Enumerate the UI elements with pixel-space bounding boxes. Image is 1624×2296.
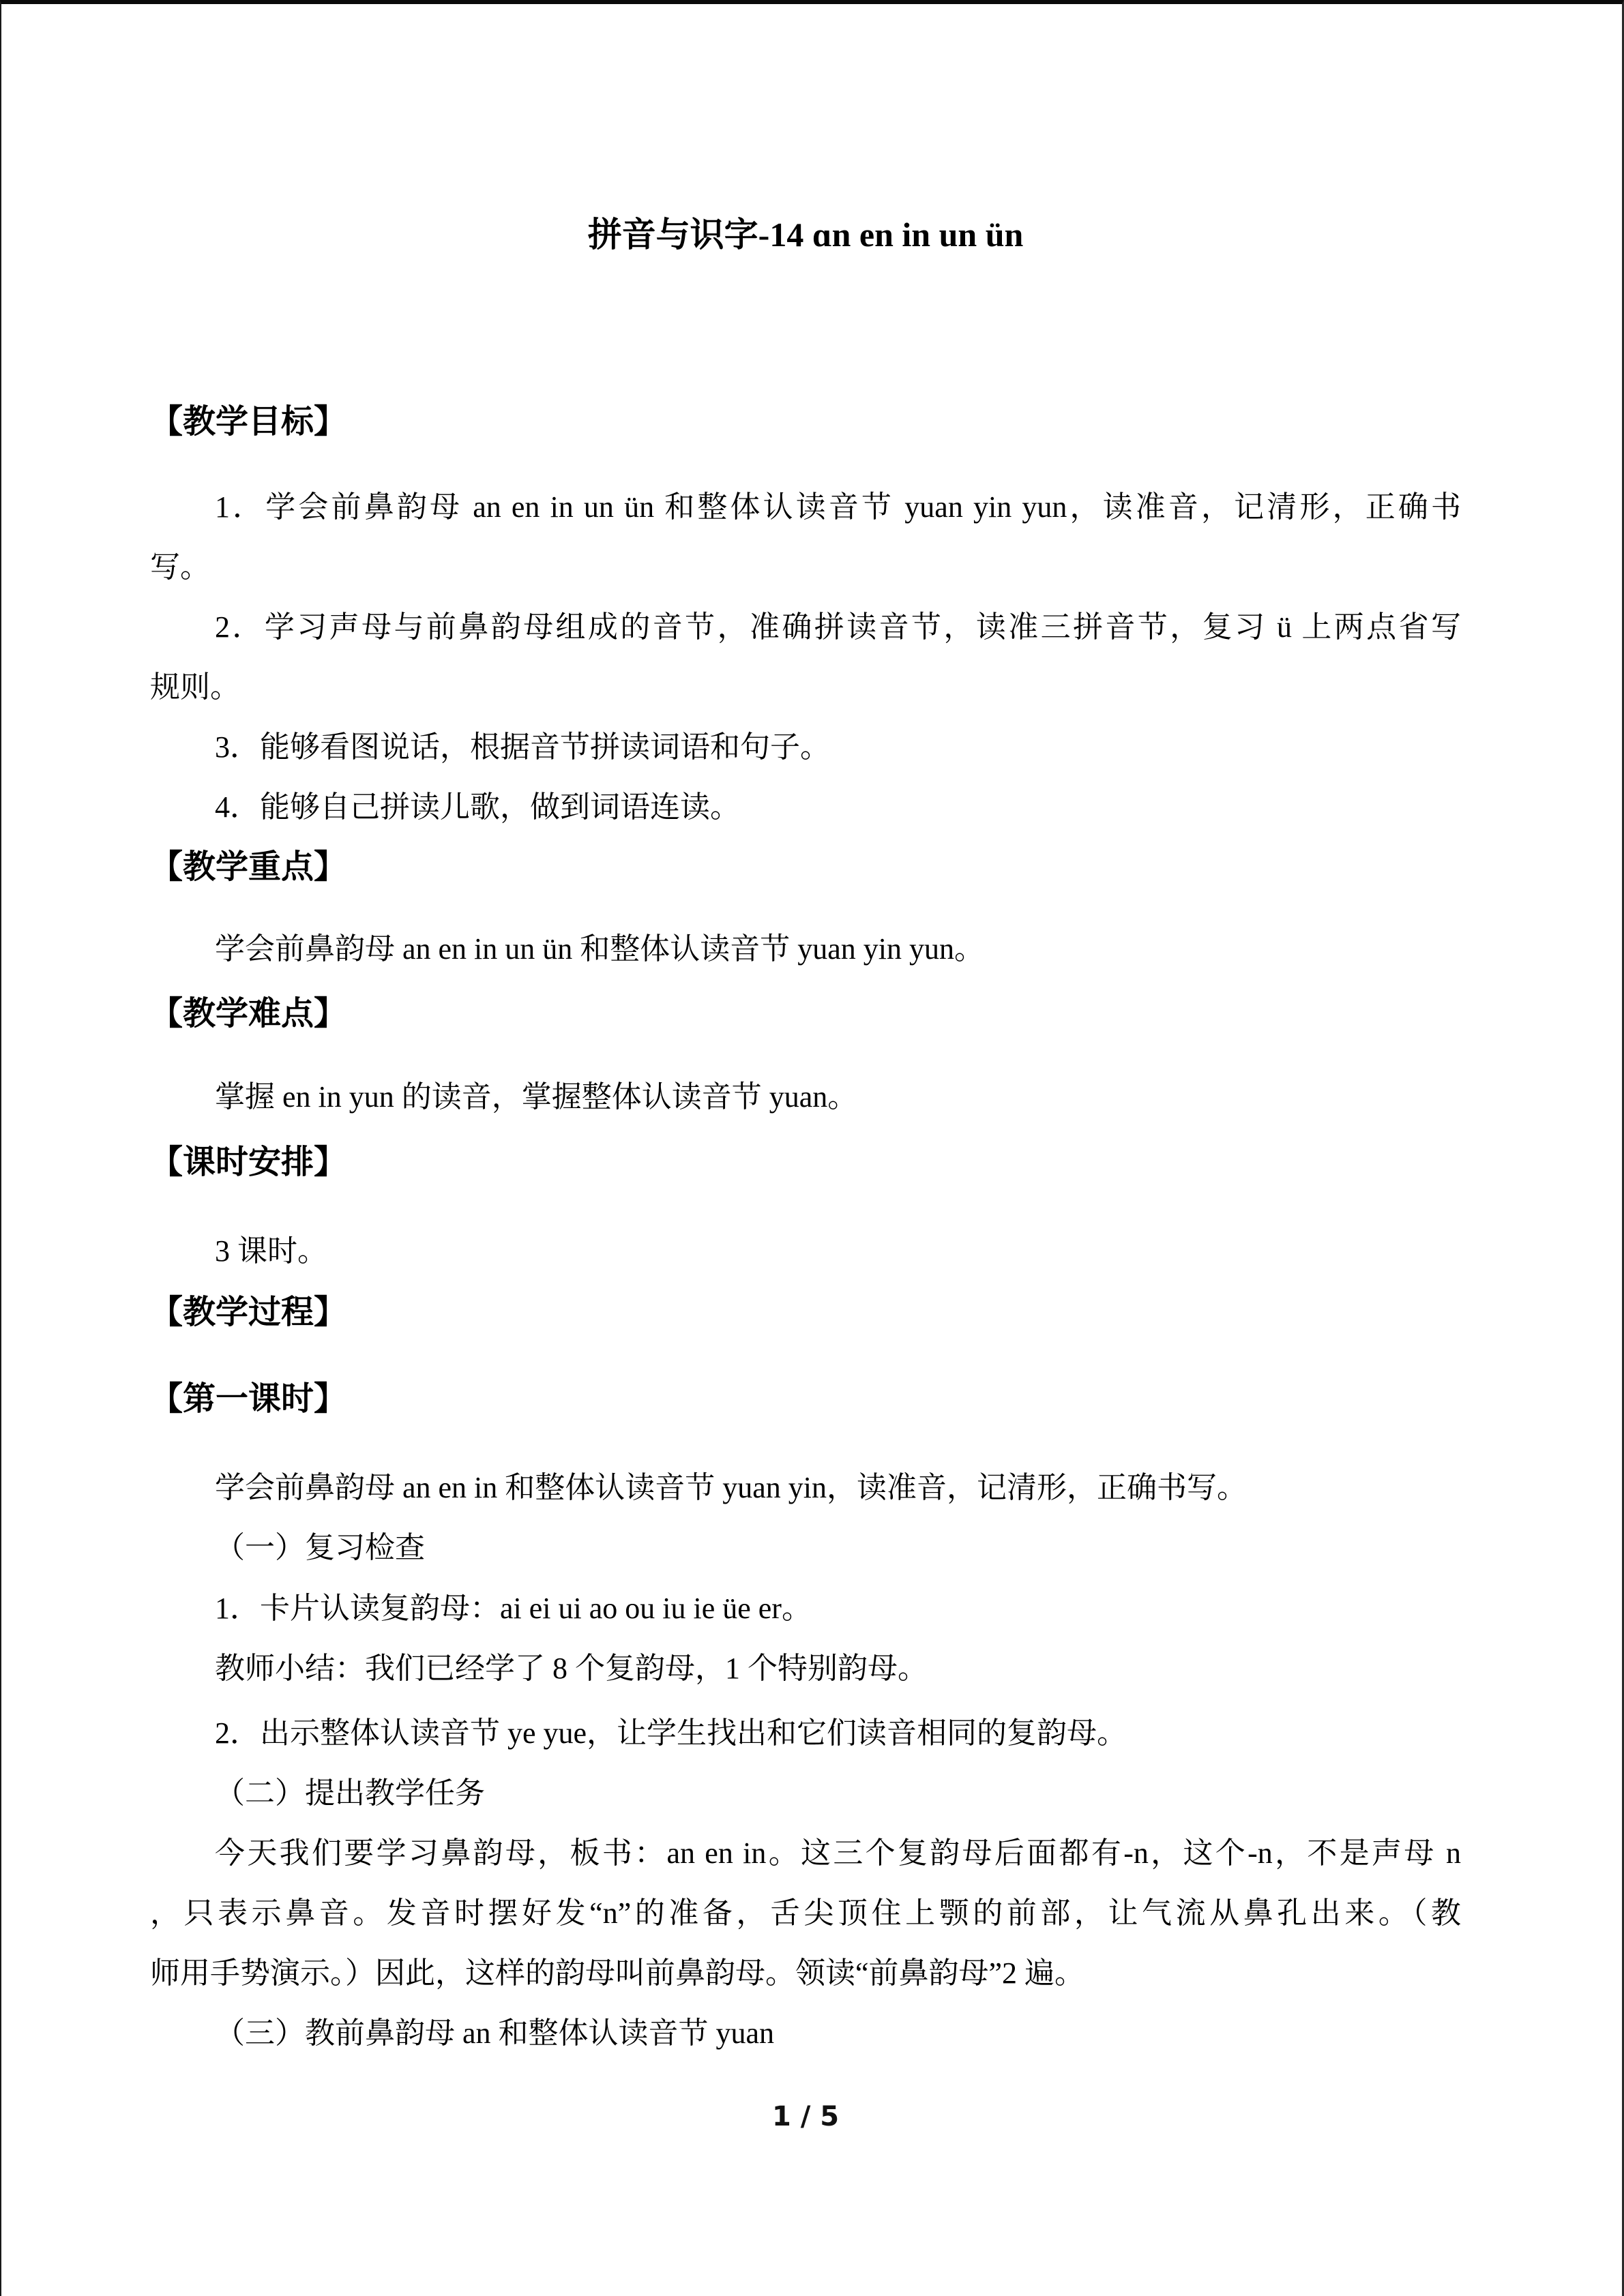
- document-content: [1, 205, 1622, 2133]
- objectives-item-3: 3．能够看图说话，根据音节拼读词语和句子。: [215, 730, 830, 764]
- step-1-review-heading: （一）复习检查: [215, 1531, 425, 1564]
- difficulties-text: 掌握 en in yun 的读音，掌握整体认读音节 yuan。: [215, 1080, 858, 1114]
- review-item-1: 1．卡片认读复韵母：ai ei ui ao ou iu ie üe er。: [215, 1592, 812, 1625]
- task-paragraph-line-2: ，只表示鼻音。发音时摆好发“n”的准备，舌尖顶住上颚的前部，让气流从鼻孔出来。（教: [150, 1896, 1461, 1930]
- objectives-item-1-line-1: 1．学会前鼻韵母 an en in un ün 和整体认读音节 yuan yin yun，读准音，记清形，正确书: [215, 490, 1461, 524]
- task-paragraph-line-3: 师用手势演示。）因此，这样的韵母叫前鼻韵母。领读“前鼻韵母”2 遍。: [150, 1956, 1085, 1990]
- key-points-text: 学会前鼻韵母 an en in un ün 和整体认读音节 yuan yin yun。: [215, 932, 985, 966]
- review-item-2: 2．出示整体认读音节 ye yue，让学生找出和它们读音相同的复韵母。: [215, 1716, 1127, 1750]
- first-period-goal: 学会前鼻韵母 an en in 和整体认读音节 yuan yin，读准音，记清形，正确书写。: [215, 1471, 1247, 1504]
- step-2-task-heading: （二）提出教学任务: [215, 1776, 485, 1810]
- heading-difficulties: 【教学难点】: [150, 996, 347, 1032]
- page-title: 拼音与识字-14 ɑn en in un ün: [587, 215, 1024, 254]
- heading-schedule: 【课时安排】: [150, 1144, 347, 1180]
- page-number-indicator: 1 / 5: [771, 2101, 840, 2132]
- task-paragraph-line-1: 今天我们要学习鼻韵母，板书：an en in。这三个复韵母后面都有-n，这个-n，不是声母 n: [215, 1836, 1461, 1870]
- objectives-item-2-line-2: 规则。: [150, 670, 240, 704]
- heading-first-period: 【第一课时】: [150, 1381, 347, 1417]
- objectives-item-4: 4．能够自己拼读儿歌，做到词语连读。: [215, 790, 740, 824]
- schedule-text: 3 课时。: [215, 1234, 327, 1268]
- objectives-item-2-line-1: 2．学习声母与前鼻韵母组成的音节，准确拼读音节，读准三拼音节，复习 ü 上两点省写: [215, 610, 1461, 644]
- teacher-summary: 教师小结：我们已经学了 8 个复韵母，1 个特别韵母。: [215, 1652, 928, 1685]
- heading-objectives: 【教学目标】: [150, 404, 347, 440]
- step-3-teach-heading: （三）教前鼻韵母 an 和整体认读音节 yuan: [215, 2016, 775, 2050]
- objectives-item-1-line-2: 写。: [150, 550, 210, 584]
- heading-key-points: 【教学重点】: [150, 849, 347, 885]
- heading-process: 【教学过程】: [150, 1294, 347, 1330]
